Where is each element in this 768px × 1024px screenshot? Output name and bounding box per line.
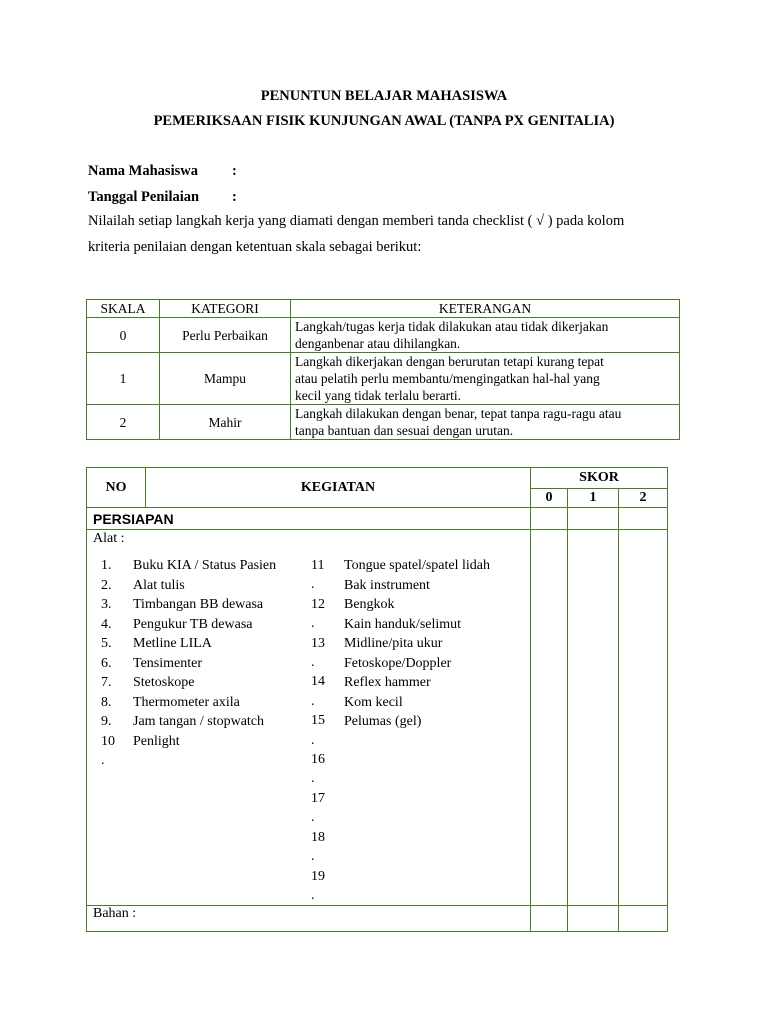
alat-items-right: [344, 556, 490, 732]
header-skor-1: 1: [568, 489, 619, 508]
instruction-line-1: Nilailah setiap langkah kerja yang diamati dengan memberi tanda checklist ( √ ) pada kolom: [88, 213, 625, 229]
list-number: 11: [311, 558, 325, 573]
scale-category: Perlu Perbaikan: [160, 318, 291, 353]
list-item: Alat tulis: [133, 577, 185, 593]
scale-value: 0: [87, 318, 160, 353]
list-item: Bak instrument: [344, 577, 430, 593]
list-number: 5.: [101, 636, 112, 651]
scale-header-skala: SKALA: [87, 300, 160, 318]
list-number: .: [101, 753, 105, 768]
list-number: 12: [311, 596, 325, 612]
list-number: 17: [311, 790, 325, 806]
document-subtitle: PEMERIKSAAN FISIK KUNJUNGAN AWAL (TANPA PX GENITALIA): [153, 113, 615, 129]
activity-table: [86, 467, 668, 932]
list-item: Kom kecil: [344, 694, 403, 710]
list-number: .: [311, 616, 315, 632]
list-number: 2.: [101, 577, 112, 593]
list-item: Pengukur TB dewasa: [133, 616, 253, 632]
list-number: 13: [311, 635, 325, 651]
nama-label: Nama Mahasiswa: [88, 163, 198, 179]
alat-items-left: [133, 556, 276, 751]
score-cell[interactable]: [619, 508, 668, 530]
list-item: Reflex hammer: [344, 675, 431, 690]
desc-line: tanpa bantuan dan sesuai dengan urutan.: [295, 423, 514, 438]
list-item: Buku KIA / Status Pasien: [133, 558, 277, 573]
desc-line: Langkah dilakukan dengan benar, tepat tanpa ragu-ragu atau: [295, 406, 622, 421]
scale-header-kategori: KATEGORI: [160, 300, 291, 318]
list-number: 16: [311, 752, 325, 768]
list-number: 7.: [101, 675, 112, 690]
list-item: Thermometer axila: [133, 694, 240, 710]
header-skor-0: 0: [531, 489, 568, 508]
list-number: 6.: [101, 655, 112, 671]
alat-numbers-right: [311, 556, 335, 905]
scale-row: [87, 405, 680, 440]
list-number: .: [311, 810, 315, 826]
score-cell[interactable]: [619, 906, 668, 932]
desc-line: denganbenar atau dihilangkan.: [295, 336, 461, 351]
list-number: .: [311, 655, 315, 671]
tanggal-colon: :: [232, 189, 237, 205]
list-number: 10: [101, 733, 115, 749]
score-cell[interactable]: [568, 906, 619, 932]
list-number: 3.: [101, 597, 112, 612]
list-number: .: [311, 577, 315, 593]
list-item: Tensimenter: [133, 655, 202, 671]
desc-line: atau pelatih perlu membantu/mengingatkan hal-hal yang: [295, 371, 600, 386]
section-persiapan: PERSIAPAN: [87, 508, 531, 530]
desc-line: Langkah/tugas kerja tidak dilakukan atau tidak dikerjakan: [295, 319, 609, 334]
list-item: Kain handuk/selimut: [344, 616, 462, 632]
scale-value: 1: [87, 353, 160, 405]
scale-header-keterangan: KETERANGAN: [291, 300, 680, 318]
list-number: 15: [311, 713, 325, 729]
header-kegiatan: KEGIATAN: [146, 468, 531, 508]
section-row: [87, 508, 668, 530]
list-number: 4.: [101, 616, 112, 632]
score-cell[interactable]: [531, 906, 568, 932]
score-cell[interactable]: [619, 530, 668, 906]
desc-line: kecil yang tidak terlalu berarti.: [295, 388, 462, 403]
list-number: 8.: [101, 694, 112, 710]
list-item: Midline/pita ukur: [344, 636, 443, 651]
scale-category: Mampu: [160, 353, 291, 405]
list-item: Tongue spatel/spatel lidah: [344, 558, 490, 573]
instruction-line-2: kriteria penilaian dengan ketentuan skala sebagai berikut:: [88, 239, 422, 255]
score-cell[interactable]: [568, 508, 619, 530]
scale-category: Mahir: [160, 405, 291, 440]
list-number: 1.: [101, 558, 112, 573]
list-number: 18: [311, 829, 325, 845]
bahan-label: Bahan :: [87, 906, 531, 932]
list-number: 19: [311, 868, 325, 884]
document-title: PENUNTUN BELAJAR MAHASISWA: [260, 88, 508, 104]
activity-header-row: [87, 468, 668, 489]
list-item: Metline LILA: [133, 636, 212, 651]
score-cell[interactable]: [531, 508, 568, 530]
header-skor-2: 2: [619, 489, 668, 508]
header-skor: SKOR: [531, 468, 668, 489]
tanggal-label: Tanggal Penilaian: [88, 189, 200, 205]
list-number: .: [311, 732, 315, 748]
list-item: Bengkok: [344, 597, 395, 612]
list-number: .: [311, 849, 315, 865]
bahan-row: [87, 906, 668, 932]
list-item: Penlight: [133, 733, 180, 749]
score-cell[interactable]: [568, 530, 619, 906]
scale-description: [291, 353, 680, 405]
list-item: Fetoskope/Doppler: [344, 655, 452, 671]
alat-cell: [87, 530, 531, 906]
scale-value: 2: [87, 405, 160, 440]
list-item: Pelumas (gel): [344, 714, 422, 729]
alat-row: [87, 530, 668, 906]
list-number: .: [311, 887, 315, 903]
alat-numbers-left: [101, 556, 115, 771]
alat-label: Alat :: [93, 531, 125, 546]
header-no: NO: [87, 468, 146, 508]
scale-row: [87, 318, 680, 353]
scale-table: [86, 299, 680, 440]
list-item: Stetoskope: [133, 675, 195, 690]
scale-header-row: [87, 300, 680, 318]
list-item: Timbangan BB dewasa: [133, 597, 264, 612]
desc-line: Langkah dikerjakan dengan berurutan tetapi kurang tepat: [295, 354, 604, 369]
list-item: Jam tangan / stopwatch: [133, 714, 265, 729]
list-number: .: [311, 771, 315, 787]
scale-row: [87, 353, 680, 405]
list-number: 9.: [101, 714, 112, 729]
scale-description: [291, 318, 680, 353]
scale-description: [291, 405, 680, 440]
list-number: .: [311, 693, 315, 709]
nama-colon: :: [232, 163, 237, 179]
list-number: 14: [311, 674, 325, 690]
score-cell[interactable]: [531, 530, 568, 906]
